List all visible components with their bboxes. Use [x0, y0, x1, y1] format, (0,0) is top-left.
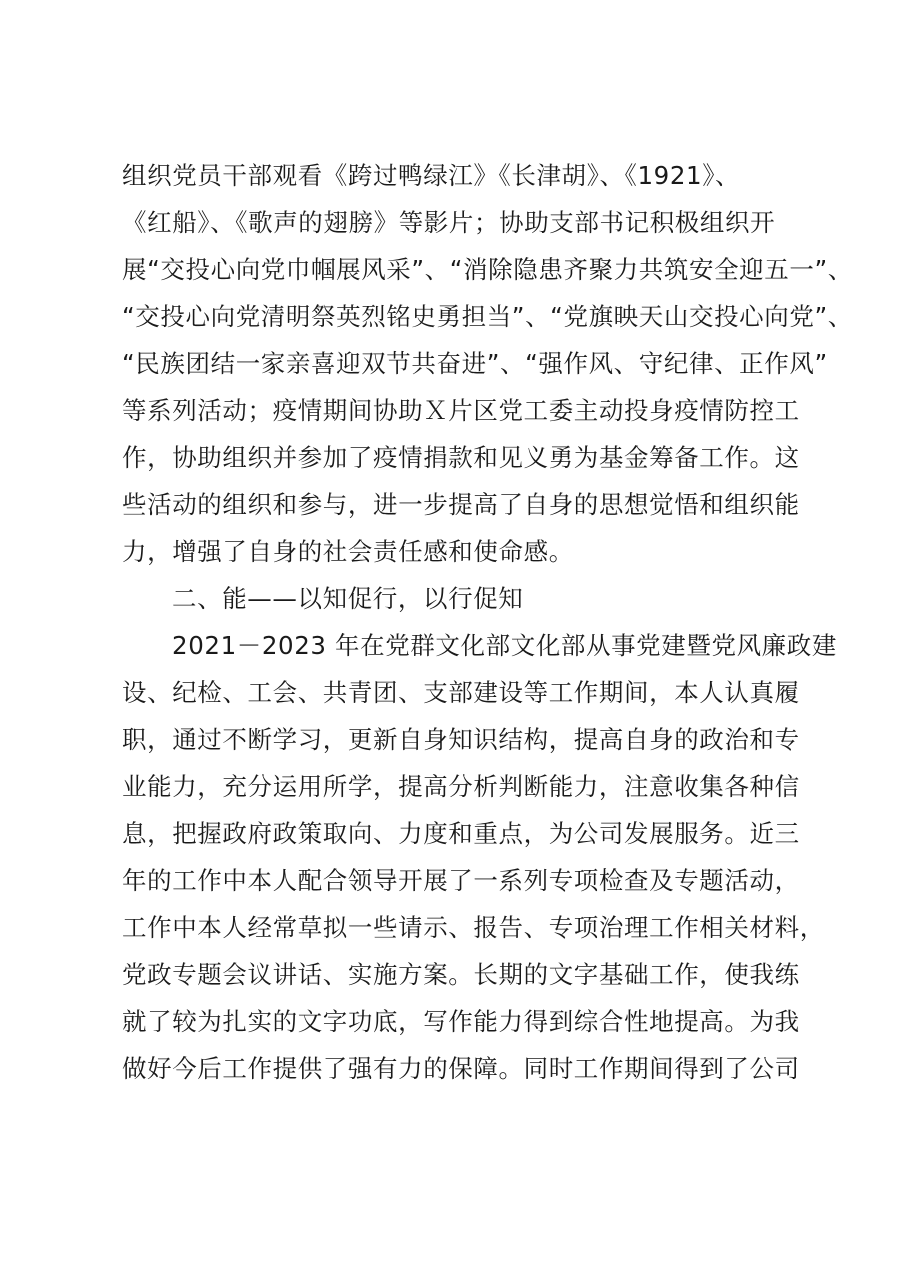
text-line: 设、纪检、工会、共青团、支部建设等工作期间，本人认真履	[122, 678, 800, 707]
text-line: 《红船》、《歌声的翅膀》等影片；协助支部书记积极组织开	[122, 208, 776, 237]
text-line: 党政专题会议讲话、实施方案。长期的文字基础工作，使我练	[122, 960, 800, 989]
text-line: 等系列活动；疫情期间协助Ｘ片区党工委主动投身疫情防控工	[122, 396, 800, 425]
text-line: 业能力，充分运用所学，提高分析判断能力，注意收集各种信	[122, 772, 800, 801]
text-line: 息，把握政府政策取向、力度和重点，为公司发展服务。近三	[122, 819, 800, 848]
text-line: 职，通过不断学习，更新自身知识结构，提高自身的政治和专	[122, 725, 800, 754]
text-line: “交投心向党清明祭英烈铭史勇担当”、“党旗映天山交投心向党”、	[122, 302, 853, 331]
section-heading: 二、能——以知促行，以行促知	[172, 584, 524, 613]
text-line: 就了较为扎实的文字功底，写作能力得到综合性地提高。为我	[122, 1007, 800, 1036]
text-line: 2021－2023 年在党群文化部文化部从事党建暨党风廉政建	[172, 631, 837, 660]
text-line: 些活动的组织和参与，进一步提高了自身的思想觉悟和组织能	[122, 490, 800, 519]
text-line: 工作中本人经常草拟一些请示、报告、专项治理工作相关材料，	[122, 913, 825, 942]
text-line: 作，协助组织并参加了疫情捐款和见义勇为基金筹备工作。这	[122, 443, 800, 472]
text-line: 年的工作中本人配合领导开展了一系列专项检查及专题活动，	[122, 866, 800, 895]
text-line: “民族团结一家亲喜迎双节共奋进”、“强作风、守纪律、正作风”	[122, 349, 828, 378]
text-line: 力，增强了自身的社会责任感和使命感。	[122, 537, 574, 566]
text-line: 组织党员干部观看《跨过鸭绿江》《长津胡》、《1921》、	[122, 161, 741, 190]
text-line: 做好今后工作提供了强有力的保障。同时工作期间得到了公司	[122, 1054, 800, 1083]
text-line: 展“交投心向党巾帼展风采”、“消除隐患齐聚力共筑安全迎五一”、	[122, 255, 853, 284]
